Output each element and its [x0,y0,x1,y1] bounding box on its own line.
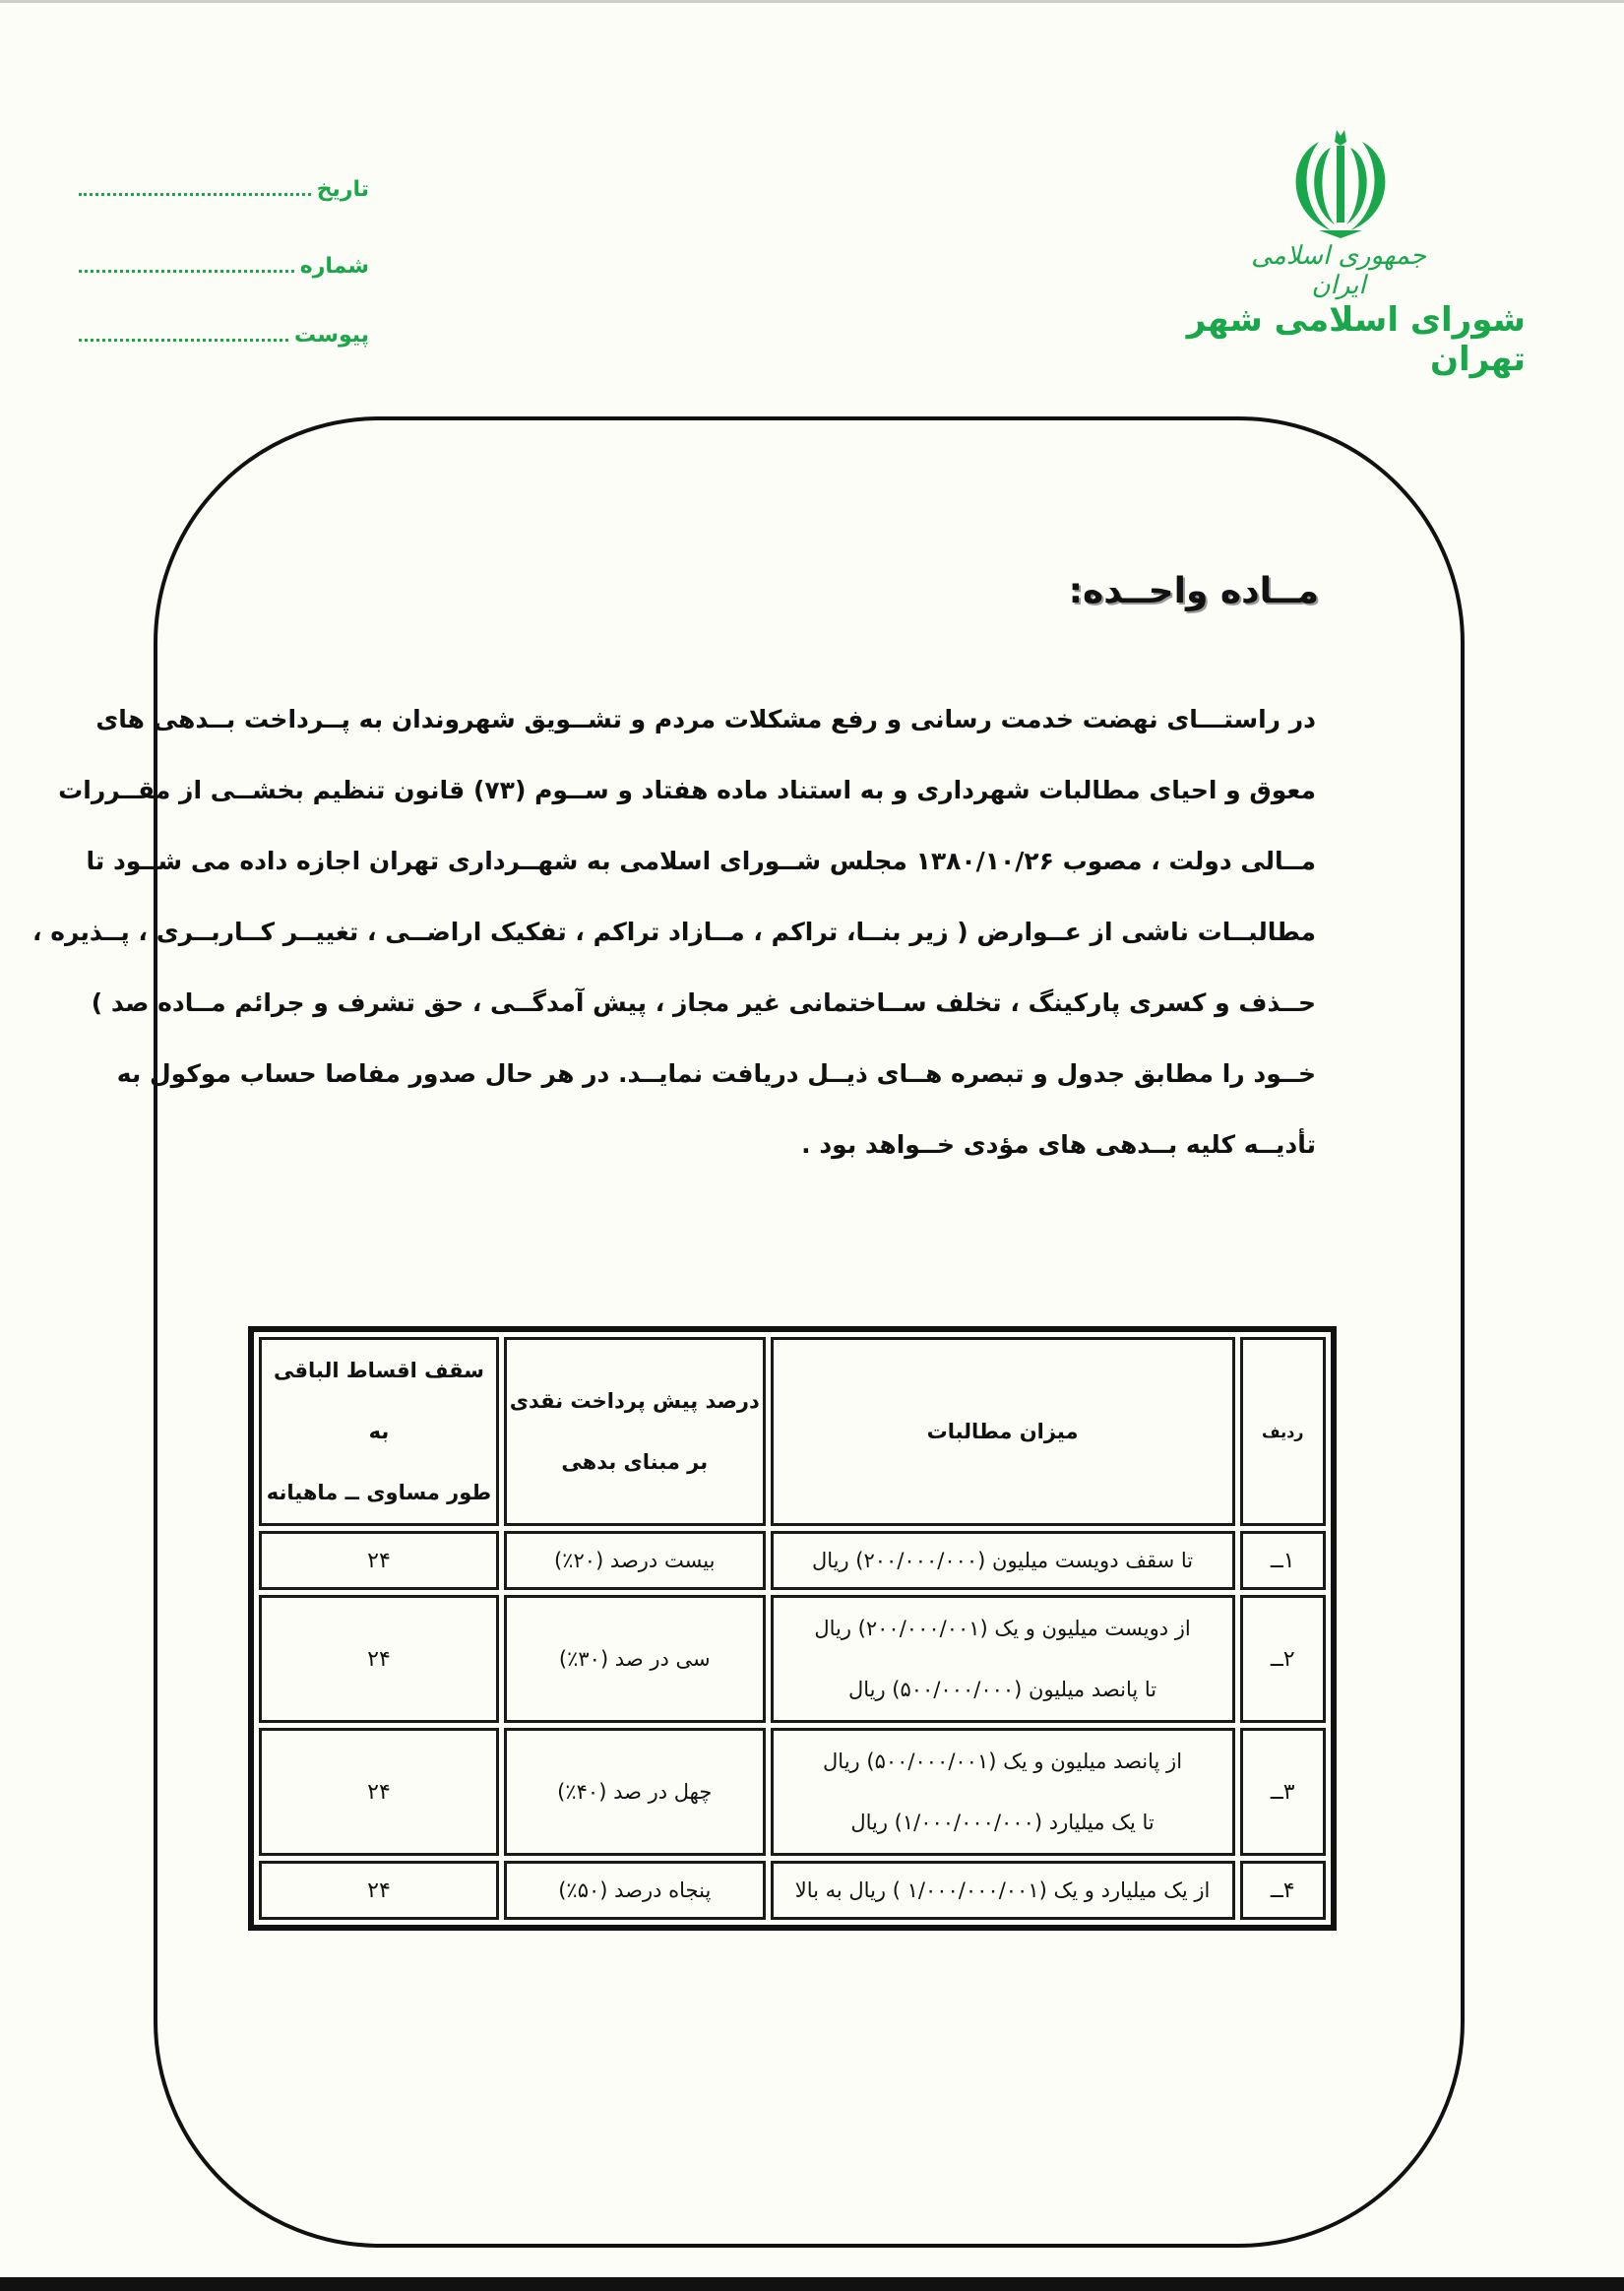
header-row-no: ردیف [1240,1337,1326,1526]
attachment-field [79,323,369,348]
header-prepayment-line: درصد پیش پرداخت نقدی [509,1389,760,1413]
paragraph-line: خــود را مطابق جدول و تبصره هــای ذیــل دریافت نمایــد. در هر حال صدور مفاصا حساب موکول به [116,1059,1316,1088]
row-installments: ۲۴ [259,1595,499,1723]
number-field [79,254,369,279]
body-paragraph [32,694,1316,1190]
iran-emblem-icon [1280,128,1403,244]
paragraph-line: معوق و احیای مطالبات شهرداری و به استناد ماده هفتاد و ســوم (۷۳) قانون تنظیم بخشــی از مقــررات [58,776,1316,804]
header-installments-line: سقف اقساط الباقی به [273,1359,484,1443]
paragraph-line: حــذف و کسری پارکینگ ، تخلف ســاختمانی غیر مجاز ، پیش آمدگــی ، حق تشرف و جرائم مــاده صد ) [91,988,1316,1017]
row-amount: از یک میلیارد و یک (۱/۰۰۰/۰۰۰/۰۰۱ ) ریال به بالا [771,1861,1235,1920]
date-label: تاریخ [316,177,369,202]
row-prepayment: بیست درصد (۲۰٪) [504,1531,766,1590]
date-blank [79,179,311,196]
table-row [259,1595,1326,1723]
row-amount-line: از دویست میلیون و یک (۲۰۰/۰۰۰/۰۰۱) ریال [814,1617,1191,1640]
header-amount: میزان مطالبات [771,1337,1235,1526]
republic-name: جمهوری اسلامی ایران [1251,241,1426,300]
row-amount: تا سقف دویست میلیون (۲۰۰/۰۰۰/۰۰۰) ریال [771,1531,1235,1590]
row-prepayment: سی در صد (۳۰٪) [504,1595,766,1723]
paragraph-line: مــالی دولت ، مصوب ۱۳۸۰/۱۰/۲۶ مجلس شــورای اسلامی به شهــرداری تهران اجازه داده می شــود تا [86,847,1316,875]
number-blank [79,256,294,273]
header-prepayment [504,1337,766,1526]
row-installments: ۲۴ [259,1728,499,1856]
paragraph-line: تأدیــه کلیه بــدهی های مؤدی خــواهد بود . [801,1130,1316,1159]
attachment-blank [79,325,288,342]
row-installments: ۲۴ [259,1861,499,1920]
paragraph-line: مطالبــات ناشی از عــوارض ( زیر بنــا، تراکم ، مــازاد تراکم ، تفکیک اراضــی ، تغییــر کــاربــری ، پــذیره ، [32,918,1316,946]
date-field [79,177,369,202]
header-prepayment-line: بر مبنای بدهی [561,1450,709,1474]
attachment-label: پیوست [294,323,369,348]
table-row [259,1728,1326,1856]
row-prepayment: پنجاه درصد (۵۰٪) [504,1861,766,1920]
installment-table [248,1326,1337,1931]
scan-edge-top [0,0,1624,3]
row-installments: ۲۴ [259,1531,499,1590]
row-number: ۳ــ [1240,1728,1326,1856]
row-number: ۱ــ [1240,1531,1326,1590]
table-header-row [259,1337,1326,1526]
document-title: مــاده واحــده: [1068,571,1319,611]
row-amount [771,1728,1235,1856]
row-number: ۲ــ [1240,1595,1326,1723]
scan-edge-bottom [0,2277,1624,2291]
header-installments [259,1337,499,1526]
council-name: شورای اسلامی شهر تهران [1186,300,1526,379]
paragraph-line: در راستـــای نهضت خدمت رسانی و رفع مشکلات مردم و تشــویق شهروندان به پــرداخت بــدهی های [95,705,1316,733]
row-prepayment: چهل در صد (۴۰٪) [504,1728,766,1856]
row-amount-line: تا پانصد میلیون (۵۰۰/۰۰۰/۰۰۰) ریال [847,1678,1157,1701]
header-installments-line: طور مساوی ــ ماهیانه [266,1481,492,1504]
number-label: شماره [299,254,369,279]
table-row [259,1861,1326,1920]
row-amount-line: تا یک میلیارد (۱/۰۰۰/۰۰۰/۰۰۰) ریال [850,1811,1155,1834]
row-amount [771,1595,1235,1723]
table-row [259,1531,1326,1590]
row-number: ۴ــ [1240,1861,1326,1920]
row-amount-line: از پانصد میلیون و یک (۵۰۰/۰۰۰/۰۰۱) ریال [823,1750,1183,1773]
